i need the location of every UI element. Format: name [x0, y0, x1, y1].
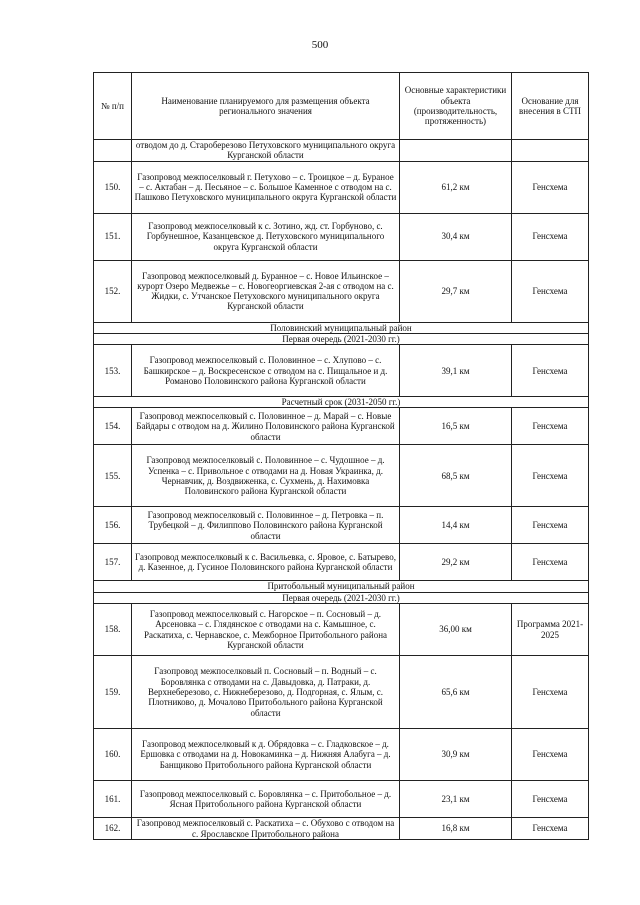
object-length: [400, 140, 512, 162]
object-length: 23,1 км: [400, 781, 512, 818]
row-number: 160.: [94, 729, 132, 781]
header-basis: Основание для внесения в СТП: [512, 73, 589, 140]
object-name: Газопровод межпоселковый с. Боровлянка – с. Притобольное – д. Ясная Притобольного района Курганской области: [132, 781, 400, 818]
object-length: 61,2 км: [400, 161, 512, 213]
section-title: Первая очередь (2021-2030 гг.): [94, 592, 589, 603]
inclusion-basis: Программа 2021-2025: [512, 604, 589, 656]
row-number: 156.: [94, 507, 132, 544]
table-row: [94, 656, 589, 729]
section-title: Расчетный срок (2031-2050 гг.): [94, 397, 589, 408]
object-name: Газопровод межпоселковый г. Петухово – с. Троицкое – д. Бураное – с. Актабан – д. Песьяное – с. Большое Каменное с отводом на с. Пашково Петуховского муниципального округа Курганской области: [132, 161, 400, 213]
object-length: 14,4 км: [400, 507, 512, 544]
row-number: 158.: [94, 604, 132, 656]
row-number: 161.: [94, 781, 132, 818]
page-number: 500: [311, 39, 329, 51]
table-row: [94, 213, 589, 260]
inclusion-basis: Генсхема: [512, 213, 589, 260]
object-name: Газопровод межпоселковый п. Сосновый – п. Водный – с. Боровлянка с отводами на с. Давыдовка, д. Патраки, д. Верхнеберезово, с. Нижнеберезово, д. Подгорная, с. Ялым, с. Плотниково, д. Мочалово Притобольного района Курганской области: [132, 656, 400, 729]
inclusion-basis: Генсхема: [512, 260, 589, 322]
section-title: Первая очередь (2021-2030 гг.): [94, 333, 589, 344]
section-title: Половинский муниципальный район: [94, 322, 589, 333]
object-length: 30,9 км: [400, 729, 512, 781]
object-name: Газопровод межпоселковый с. Раскатиха – с. Обухово с отводом на с. Ярославское Притобольного района: [132, 818, 400, 840]
object-name: Газопровод межпоселковый д. Буранное – с. Новое Ильинское – курорт Озеро Медвежье – с. Новогеоргиевская 2-ая с отводом на с. Жидки, с. Утчанское Петуховского муниципального округа Курганской области: [132, 260, 400, 322]
object-name: Газопровод межпоселковый с. Половинное – д. Петровка – п. Трубецкой – д. Филиппово Половинского района Курганской области: [132, 507, 400, 544]
table-row: [94, 729, 589, 781]
table-row: [94, 507, 589, 544]
inclusion-basis: Генсхема: [512, 544, 589, 581]
table-row: [94, 408, 589, 445]
inclusion-basis: Генсхема: [512, 408, 589, 445]
header-name: Наименование планируемого для размещения объекта регионального значения: [132, 73, 400, 140]
object-name: Газопровод межпоселковый к с. Васильевка, с. Яровое, с. Батырево, д. Казенное, д. Гусиное Половинского района Курганской области: [132, 544, 400, 581]
table-row: [94, 260, 589, 322]
row-number: 151.: [94, 213, 132, 260]
object-name: Газопровод межпоселковый с. Половинное – д. Марай – с. Новые Байдары с отводом на д. Жилино Половинского района Курганской области: [132, 408, 400, 445]
row-number: 154.: [94, 408, 132, 445]
row-number: 157.: [94, 544, 132, 581]
inclusion-basis: Генсхема: [512, 781, 589, 818]
section-row: [94, 322, 589, 333]
table-row: [94, 445, 589, 507]
object-length: 16,5 км: [400, 408, 512, 445]
row-number: 155.: [94, 445, 132, 507]
object-name: Газопровод межпоселковый к д. Обрядовка – с. Гладковское – д. Ершовка с отводами на д. Новокаминка – д. Нижняя Алабуга – д. Банщиково Притобольного района Курганской области: [132, 729, 400, 781]
section-row: [94, 333, 589, 344]
table-header-row: [94, 73, 589, 140]
inclusion-basis: Генсхема: [512, 656, 589, 729]
table-row: [94, 544, 589, 581]
object-length: 39,1 км: [400, 345, 512, 397]
section-title: Притобольный муниципальный район: [94, 581, 589, 592]
object-length: 29,7 км: [400, 260, 512, 322]
inclusion-basis: Генсхема: [512, 345, 589, 397]
table-row: [94, 604, 589, 656]
inclusion-basis: Генсхема: [512, 445, 589, 507]
table-row: [94, 345, 589, 397]
table-row: [94, 818, 589, 840]
table-body: [94, 140, 589, 840]
header-num: № п/п: [94, 73, 132, 140]
table-row: [94, 140, 589, 162]
inclusion-basis: [512, 140, 589, 162]
object-length: 36,00 км: [400, 604, 512, 656]
section-row: [94, 581, 589, 592]
object-name: Газопровод межпоселковый с. Нагорское – п. Сосновый – д. Арсеновка – с. Глядянское с отводами на с. Камышное, с. Раскатиха, с. Чернавское, с. Межборное Притобольного района Курганской области: [132, 604, 400, 656]
table-row: [94, 161, 589, 213]
row-number: 150.: [94, 161, 132, 213]
object-length: 29,2 км: [400, 544, 512, 581]
objects-table: [93, 72, 589, 840]
object-length: 16,8 км: [400, 818, 512, 840]
table-row: [94, 781, 589, 818]
inclusion-basis: Генсхема: [512, 818, 589, 840]
object-name: отводом до д. Староберезово Петуховского муниципального округа Курганской области: [132, 140, 400, 162]
object-length: 68,5 км: [400, 445, 512, 507]
row-number: 153.: [94, 345, 132, 397]
object-name: Газопровод межпоселковый с. Половинное – с. Чудошное – д. Успенка – с. Привольное с отводами на д. Новая Украинка, д. Чернавчик, д. Воздвиженка, с. Сухмень, д. Нахимовка Половинского района Курганской области: [132, 445, 400, 507]
object-length: 65,6 км: [400, 656, 512, 729]
object-length: 30,4 км: [400, 213, 512, 260]
inclusion-basis: Генсхема: [512, 161, 589, 213]
row-number: 159.: [94, 656, 132, 729]
section-row: [94, 397, 589, 408]
object-name: Газопровод межпоселковый к с. Зотино, жд. ст. Горбуново, с. Горбунешное, Казанцевское д. Петуховского муниципального округа Курганской области: [132, 213, 400, 260]
row-number: [94, 140, 132, 162]
row-number: 152.: [94, 260, 132, 322]
inclusion-basis: Генсхема: [512, 729, 589, 781]
header-characteristics: Основные характеристики объекта (производительность, протяженность): [400, 73, 512, 140]
section-row: [94, 592, 589, 603]
inclusion-basis: Генсхема: [512, 507, 589, 544]
row-number: 162.: [94, 818, 132, 840]
object-name: Газопровод межпоселковый с. Половинное – с. Хлупово – с. Башкирское – д. Воскресенское с отводом на с. Пищальное и д. Романово Половинского района Курганской области: [132, 345, 400, 397]
